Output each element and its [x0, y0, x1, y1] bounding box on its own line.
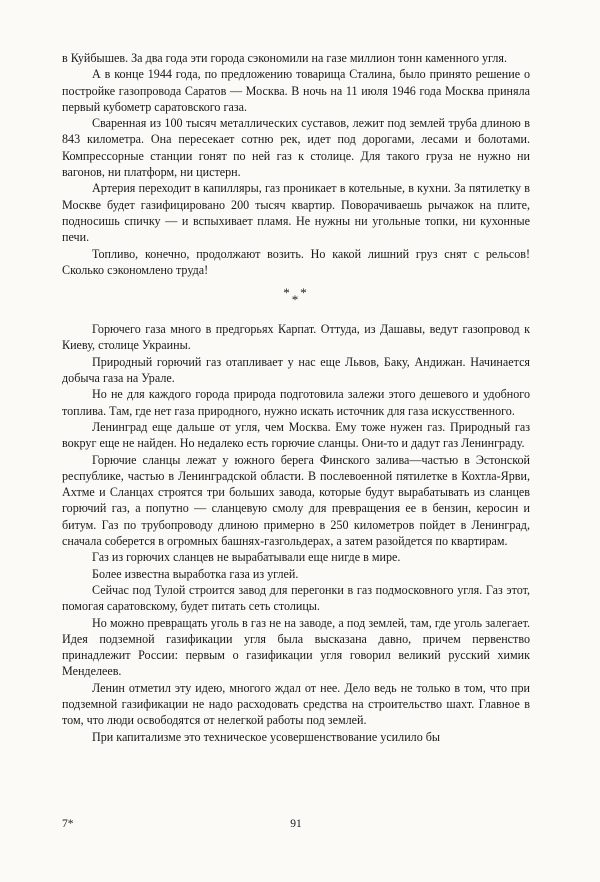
asterisk: *: [300, 285, 309, 301]
paragraph: Газ из горючих сланцев не вырабатывали еще нигде в мире.: [92, 550, 401, 565]
paragraph: Артерия переходит в капилляры, газ проникает в котельные, в кухни. За пятилетку в Москве будет газифицировано 200 тысяч квартир. Поворачиваешь рычажок на плите, подносишь спичку — и вспыхивает пламя. Не нужны ни угольные топки, ни кухонные печи.: [62, 181, 530, 245]
page-number: 91: [290, 818, 302, 830]
section-separator: [62, 285, 530, 308]
paragraph: Но можно превращать уголь в газ не на заводе, а под землей, там, где уголь залегает. Идея подземной газификации угля была высказана давно, причем первенство принадлежит России: первым о газификации угля говорил великий русский химик Менделеев.: [62, 615, 530, 679]
paragraph: А в конце 1944 года, по предложению товарища Сталина, было принято решение о постройке газопровода Саратов — Москва. В ночь на 11 июля 1946 года Москва приняла первый кубометр саратовского газа.: [62, 67, 530, 114]
paragraph: Сваренная из 100 тысяч металлических суставов, лежит под землей труба длиною в 843 километра. Она пересекает сотню рек, идет под дорогами, лесами и болотами. Компрессорные станции гонят по ней газ к столице. Для такого груза не нужно ни вагонов, ни платформ, ни цистерн.: [62, 116, 530, 180]
paragraph: Сейчас под Тулой строится завод для перегонки в газ подмосковного угля. Газ этот, помогая саратовскому, будет питать сеть столицы.: [62, 582, 530, 614]
printer-signature: 7*: [62, 818, 74, 830]
paragraph: Более известна выработка газа из углей.: [92, 566, 299, 581]
page-text: [62, 50, 530, 745]
paragraph: Ленинград еще дальше от угля, чем Москва. Ему тоже нужен газ. Природный газ вокруг еще не найден. Но недалеко есть горючие сланцы. Они-то и дадут газ Ленинграду.: [62, 419, 530, 451]
paragraph: Горючие сланцы лежат у южного берега Финского залива—частью в Эстонской республике, частью в Ленинградской области. В послевоенной пятилетке в Кохтла-Ярви, Ахтме и Сланцах строятся три больших завода, которые будут вырабатывать из сланцев горючий газ, а попутно — сланцевую смолу для превращения ее в бензин, керосин и битум. Газ по трубопроводу длиною примерно в 250 километров пойдет в Ленинград, сначала соберется в огромных башнях-газгольдерах, а затем разойдется по квартирам.: [62, 452, 530, 549]
asterisk: *: [283, 285, 292, 301]
paragraph: Горючего газа много в предгорьях Карпат. Оттуда, из Дашавы, ведут газопровод к Киеву, столице Украины.: [62, 322, 530, 353]
top-section: [62, 50, 530, 278]
paragraph: Ленин отметил эту идею, многого ждал от нее. Дело ведь не только в том, что при подземной газификации не надо расходовать средства на строительство шахт. Главное в том, что люди освободятся от нелегкой работы под землей.: [62, 680, 530, 728]
paragraph: в Куйбышев. За два года эти города сэкономили на газе миллион тонн каменного угля.: [62, 51, 508, 65]
paragraph: Природный горючий газ отапливает у нас еще Львов, Баку, Андижан. Начинается добыча газа на Урале.: [62, 354, 530, 386]
paragraph: Но не для каждого города природа подготовила залежи этого дешевого и удобного топлива. Там, где нет газа природного, нужно искать источник для газа искусственного.: [62, 387, 530, 418]
paragraph: Топливо, конечно, продолжают возить. Но какой лишний груз снят с рельсов! Сколько сэкономлено труда!: [62, 246, 530, 277]
bottom-section: [62, 321, 530, 745]
paragraph: При капитализме это техническое усовершенствование усилило бы: [92, 729, 441, 744]
asterisk: *: [291, 292, 301, 308]
